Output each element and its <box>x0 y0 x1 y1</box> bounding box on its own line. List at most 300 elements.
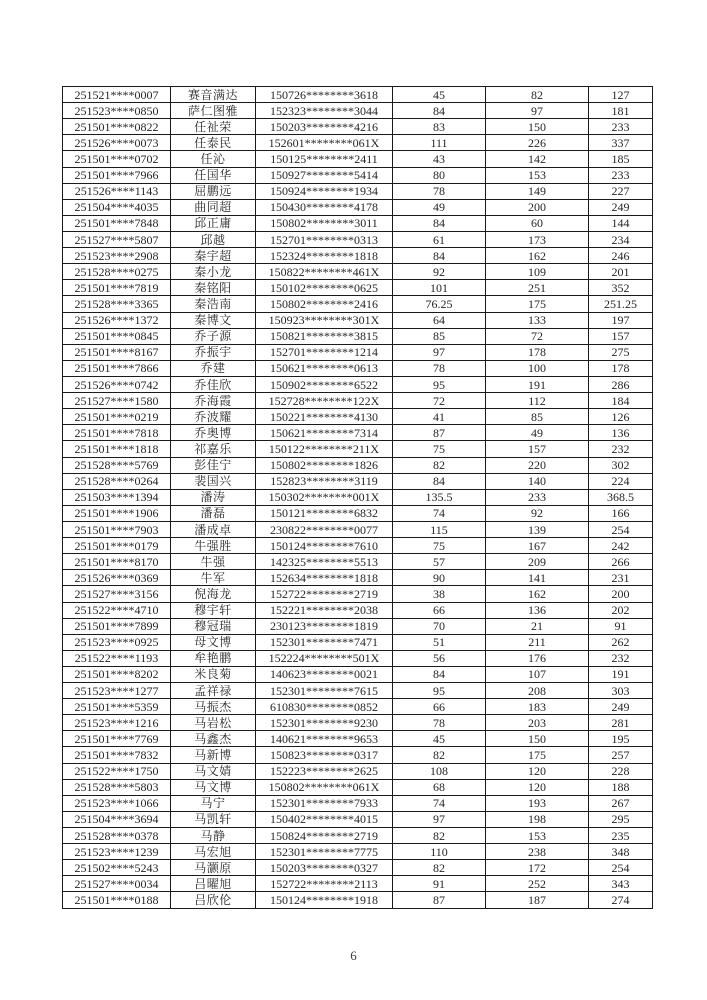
score2-cell: 176 <box>486 650 589 666</box>
score2-cell: 211 <box>486 634 589 650</box>
id-number-cell: 152301********7615 <box>256 683 393 699</box>
score1-cell: 78 <box>393 360 486 376</box>
score1-cell: 82 <box>393 747 486 763</box>
candidate-name-cell: 邱正庸 <box>171 215 256 231</box>
score1-cell: 78 <box>393 715 486 731</box>
score2-cell: 150 <box>486 119 589 135</box>
exam-number-cell: 251528****0275 <box>63 264 171 280</box>
table-row <box>63 779 653 795</box>
score2-cell: 173 <box>486 231 589 247</box>
table-row <box>63 650 653 666</box>
score2-cell: 150 <box>486 731 589 747</box>
candidate-name-cell: 萨仁图雅 <box>171 103 256 119</box>
total-score-cell: 184 <box>589 393 653 409</box>
score1-cell: 95 <box>393 376 486 392</box>
score1-cell: 68 <box>393 779 486 795</box>
candidate-name-cell: 裴国兴 <box>171 473 256 489</box>
id-number-cell: 140621********9653 <box>256 731 393 747</box>
candidate-name-cell: 吕曜旭 <box>171 876 256 892</box>
table-row <box>63 409 653 425</box>
score2-cell: 112 <box>486 393 589 409</box>
exam-number-cell: 251501****7848 <box>63 215 171 231</box>
score1-cell: 85 <box>393 328 486 344</box>
score2-cell: 142 <box>486 151 589 167</box>
total-score-cell: 157 <box>589 328 653 344</box>
exam-number-cell: 251526****1372 <box>63 312 171 328</box>
score1-cell: 111 <box>393 135 486 151</box>
candidate-name-cell: 秦小龙 <box>171 264 256 280</box>
table-row <box>63 457 653 473</box>
exam-number-cell: 251523****1216 <box>63 715 171 731</box>
table-row <box>63 602 653 618</box>
id-number-cell: 150121********6832 <box>256 505 393 521</box>
total-score-cell: 286 <box>589 376 653 392</box>
score1-cell: 64 <box>393 312 486 328</box>
score2-cell: 252 <box>486 876 589 892</box>
id-number-cell: 152224********501X <box>256 650 393 666</box>
score1-cell: 66 <box>393 602 486 618</box>
exam-number-cell: 251527****5807 <box>63 231 171 247</box>
score1-cell: 51 <box>393 634 486 650</box>
candidate-name-cell: 乔奥博 <box>171 425 256 441</box>
total-score-cell: 281 <box>589 715 653 731</box>
table-row <box>63 473 653 489</box>
exam-number-cell: 251527****1580 <box>63 393 171 409</box>
table-row <box>63 489 653 505</box>
exam-number-cell: 251523****2908 <box>63 248 171 264</box>
id-number-cell: 150824********2719 <box>256 828 393 844</box>
id-number-cell: 152301********7933 <box>256 795 393 811</box>
page-number: 6 <box>350 948 357 963</box>
exam-number-cell: 251501****0845 <box>63 328 171 344</box>
table-row <box>63 328 653 344</box>
score2-cell: 149 <box>486 183 589 199</box>
score2-cell: 172 <box>486 860 589 876</box>
score2-cell: 157 <box>486 441 589 457</box>
candidate-name-cell: 母文博 <box>171 634 256 650</box>
total-score-cell: 352 <box>589 280 653 296</box>
total-score-cell: 195 <box>589 731 653 747</box>
total-score-cell: 337 <box>589 135 653 151</box>
candidate-name-cell: 马振杰 <box>171 699 256 715</box>
table-row <box>63 634 653 650</box>
table-row <box>63 892 653 909</box>
candidate-name-cell: 秦浩南 <box>171 296 256 312</box>
score1-cell: 74 <box>393 505 486 521</box>
table-row <box>63 231 653 247</box>
score2-cell: 153 <box>486 828 589 844</box>
score1-cell: 80 <box>393 167 486 183</box>
table-row <box>63 312 653 328</box>
table-row <box>63 280 653 296</box>
score1-cell: 75 <box>393 441 486 457</box>
score1-cell: 97 <box>393 344 486 360</box>
id-number-cell: 150125********2411 <box>256 151 393 167</box>
score-table-body <box>63 87 653 909</box>
total-score-cell: 200 <box>589 586 653 602</box>
candidate-name-cell: 马岩松 <box>171 715 256 731</box>
table-row <box>63 828 653 844</box>
candidate-name-cell: 彭佳宁 <box>171 457 256 473</box>
id-number-cell: 152634********1818 <box>256 570 393 586</box>
table-row <box>63 699 653 715</box>
table-row <box>63 876 653 892</box>
id-number-cell: 150902********6522 <box>256 376 393 392</box>
table-row <box>63 554 653 570</box>
candidate-name-cell: 秦宇超 <box>171 248 256 264</box>
score2-cell: 49 <box>486 425 589 441</box>
total-score-cell: 202 <box>589 602 653 618</box>
table-row <box>63 683 653 699</box>
id-number-cell: 150203********0327 <box>256 860 393 876</box>
exam-number-cell: 251501****0179 <box>63 538 171 554</box>
score2-cell: 100 <box>486 360 589 376</box>
id-number-cell: 140623********0021 <box>256 666 393 682</box>
exam-number-cell: 251526****1143 <box>63 183 171 199</box>
total-score-cell: 166 <box>589 505 653 521</box>
score1-cell: 82 <box>393 860 486 876</box>
score2-cell: 141 <box>486 570 589 586</box>
total-score-cell: 232 <box>589 650 653 666</box>
total-score-cell: 144 <box>589 215 653 231</box>
total-score-cell: 242 <box>589 538 653 554</box>
candidate-name-cell: 屈鹏远 <box>171 183 256 199</box>
table-row <box>63 360 653 376</box>
id-number-cell: 152301********7471 <box>256 634 393 650</box>
total-score-cell: 295 <box>589 811 653 827</box>
score1-cell: 87 <box>393 425 486 441</box>
score2-cell: 238 <box>486 844 589 860</box>
score1-cell: 90 <box>393 570 486 586</box>
score2-cell: 178 <box>486 344 589 360</box>
exam-number-cell: 251526****0742 <box>63 376 171 392</box>
exam-number-cell: 251523****1277 <box>63 683 171 699</box>
score1-cell: 43 <box>393 151 486 167</box>
score1-cell: 76.25 <box>393 296 486 312</box>
candidate-name-cell: 马宏旭 <box>171 844 256 860</box>
total-score-cell: 136 <box>589 425 653 441</box>
candidate-name-cell: 牛强 <box>171 554 256 570</box>
score1-cell: 92 <box>393 264 486 280</box>
candidate-name-cell: 赛音满达 <box>171 87 256 103</box>
id-number-cell: 152701********0313 <box>256 231 393 247</box>
total-score-cell: 266 <box>589 554 653 570</box>
candidate-name-cell: 米良菊 <box>171 666 256 682</box>
id-number-cell: 150203********4216 <box>256 119 393 135</box>
table-row <box>63 119 653 135</box>
id-number-cell: 150621********0613 <box>256 360 393 376</box>
score2-cell: 82 <box>486 87 589 103</box>
id-number-cell: 150821********3815 <box>256 328 393 344</box>
score2-cell: 109 <box>486 264 589 280</box>
table-row <box>63 811 653 827</box>
exam-number-cell: 251527****0034 <box>63 876 171 892</box>
score2-cell: 162 <box>486 586 589 602</box>
candidate-name-cell: 潘磊 <box>171 505 256 521</box>
table-row <box>63 376 653 392</box>
table-row <box>63 715 653 731</box>
score2-cell: 198 <box>486 811 589 827</box>
total-score-cell: 246 <box>589 248 653 264</box>
table-row <box>63 844 653 860</box>
score2-cell: 136 <box>486 602 589 618</box>
candidate-name-cell: 牛军 <box>171 570 256 586</box>
exam-number-cell: 251501****0219 <box>63 409 171 425</box>
score1-cell: 101 <box>393 280 486 296</box>
exam-number-cell: 251522****4710 <box>63 602 171 618</box>
candidate-name-cell: 穆宇轩 <box>171 602 256 618</box>
score2-cell: 193 <box>486 795 589 811</box>
exam-number-cell: 251501****7966 <box>63 167 171 183</box>
score1-cell: 82 <box>393 828 486 844</box>
exam-number-cell: 251526****0369 <box>63 570 171 586</box>
exam-number-cell: 251523****1066 <box>63 795 171 811</box>
candidate-name-cell: 牛强胜 <box>171 538 256 554</box>
score2-cell: 85 <box>486 409 589 425</box>
score2-cell: 72 <box>486 328 589 344</box>
candidate-name-cell: 乔海霞 <box>171 393 256 409</box>
score2-cell: 97 <box>486 103 589 119</box>
total-score-cell: 232 <box>589 441 653 457</box>
id-number-cell: 150823********0317 <box>256 747 393 763</box>
score2-cell: 233 <box>486 489 589 505</box>
total-score-cell: 303 <box>589 683 653 699</box>
id-number-cell: 152324********1818 <box>256 248 393 264</box>
candidate-name-cell: 马文博 <box>171 779 256 795</box>
exam-number-cell: 251528****5769 <box>63 457 171 473</box>
id-number-cell: 150802********3011 <box>256 215 393 231</box>
exam-number-cell: 251501****7819 <box>63 280 171 296</box>
candidate-name-cell: 曲同超 <box>171 199 256 215</box>
total-score-cell: 262 <box>589 634 653 650</box>
exam-number-cell: 251523****0925 <box>63 634 171 650</box>
score1-cell: 72 <box>393 393 486 409</box>
candidate-name-cell: 孟祥禄 <box>171 683 256 699</box>
score2-cell: 120 <box>486 779 589 795</box>
table-row <box>63 87 653 103</box>
score2-cell: 226 <box>486 135 589 151</box>
exam-number-cell: 251501****8170 <box>63 554 171 570</box>
score2-cell: 220 <box>486 457 589 473</box>
score1-cell: 56 <box>393 650 486 666</box>
total-score-cell: 368.5 <box>589 489 653 505</box>
total-score-cell: 181 <box>589 103 653 119</box>
score2-cell: 183 <box>486 699 589 715</box>
exam-number-cell: 251523****0850 <box>63 103 171 119</box>
total-score-cell: 191 <box>589 666 653 682</box>
table-row <box>63 763 653 779</box>
candidate-name-cell: 马灏原 <box>171 860 256 876</box>
table-row <box>63 296 653 312</box>
exam-number-cell: 251501****7769 <box>63 731 171 747</box>
total-score-cell: 267 <box>589 795 653 811</box>
table-row <box>63 183 653 199</box>
total-score-cell: 343 <box>589 876 653 892</box>
table-row <box>63 795 653 811</box>
table-row <box>63 135 653 151</box>
candidate-name-cell: 牟艳鹏 <box>171 650 256 666</box>
id-number-cell: 152221********2038 <box>256 602 393 618</box>
total-score-cell: 197 <box>589 312 653 328</box>
score2-cell: 92 <box>486 505 589 521</box>
id-number-cell: 150802********2416 <box>256 296 393 312</box>
score-table <box>62 86 653 909</box>
score1-cell: 135.5 <box>393 489 486 505</box>
exam-number-cell: 251501****7818 <box>63 425 171 441</box>
candidate-name-cell: 祁嘉乐 <box>171 441 256 457</box>
id-number-cell: 152728********122X <box>256 393 393 409</box>
table-row <box>63 393 653 409</box>
total-score-cell: 254 <box>589 860 653 876</box>
id-number-cell: 150221********4130 <box>256 409 393 425</box>
table-row <box>63 731 653 747</box>
table-row <box>63 666 653 682</box>
candidate-name-cell: 乔子源 <box>171 328 256 344</box>
id-number-cell: 152722********2113 <box>256 876 393 892</box>
score2-cell: 167 <box>486 538 589 554</box>
score2-cell: 209 <box>486 554 589 570</box>
table-row <box>63 167 653 183</box>
exam-number-cell: 251501****7899 <box>63 618 171 634</box>
total-score-cell: 302 <box>589 457 653 473</box>
candidate-name-cell: 乔佳欣 <box>171 376 256 392</box>
score2-cell: 60 <box>486 215 589 231</box>
id-number-cell: 150124********1918 <box>256 892 393 909</box>
score1-cell: 84 <box>393 103 486 119</box>
exam-number-cell: 251501****0188 <box>63 892 171 909</box>
candidate-name-cell: 乔波耀 <box>171 409 256 425</box>
table-row <box>63 151 653 167</box>
score2-cell: 133 <box>486 312 589 328</box>
exam-number-cell: 251501****7903 <box>63 521 171 537</box>
exam-number-cell: 251501****0702 <box>63 151 171 167</box>
id-number-cell: 150802********1826 <box>256 457 393 473</box>
id-number-cell: 152823********3119 <box>256 473 393 489</box>
score1-cell: 66 <box>393 699 486 715</box>
total-score-cell: 251.25 <box>589 296 653 312</box>
exam-number-cell: 251528****0264 <box>63 473 171 489</box>
score2-cell: 21 <box>486 618 589 634</box>
exam-number-cell: 251522****1750 <box>63 763 171 779</box>
candidate-name-cell: 任沁 <box>171 151 256 167</box>
id-number-cell: 150924********1934 <box>256 183 393 199</box>
table-row <box>63 248 653 264</box>
candidate-name-cell: 潘成卓 <box>171 521 256 537</box>
exam-number-cell: 251501****7832 <box>63 747 171 763</box>
score2-cell: 107 <box>486 666 589 682</box>
score1-cell: 82 <box>393 457 486 473</box>
total-score-cell: 257 <box>589 747 653 763</box>
candidate-name-cell: 马鑫杰 <box>171 731 256 747</box>
total-score-cell: 224 <box>589 473 653 489</box>
candidate-name-cell: 吕欣伦 <box>171 892 256 909</box>
table-row <box>63 586 653 602</box>
id-number-cell: 152223********2625 <box>256 763 393 779</box>
id-number-cell: 150124********7610 <box>256 538 393 554</box>
score1-cell: 83 <box>393 119 486 135</box>
total-score-cell: 185 <box>589 151 653 167</box>
total-score-cell: 274 <box>589 892 653 909</box>
table-row <box>63 521 653 537</box>
table-row <box>63 425 653 441</box>
table-row <box>63 344 653 360</box>
score2-cell: 187 <box>486 892 589 909</box>
total-score-cell: 234 <box>589 231 653 247</box>
id-number-cell: 150802********061X <box>256 779 393 795</box>
score2-cell: 162 <box>486 248 589 264</box>
id-number-cell: 150302********001X <box>256 489 393 505</box>
score1-cell: 95 <box>393 683 486 699</box>
exam-number-cell: 251528****0378 <box>63 828 171 844</box>
exam-number-cell: 251501****7866 <box>63 360 171 376</box>
exam-number-cell: 251522****1193 <box>63 650 171 666</box>
exam-number-cell: 251501****8167 <box>63 344 171 360</box>
total-score-cell: 228 <box>589 763 653 779</box>
score1-cell: 115 <box>393 521 486 537</box>
total-score-cell: 127 <box>589 87 653 103</box>
id-number-cell: 142325********5513 <box>256 554 393 570</box>
total-score-cell: 235 <box>589 828 653 844</box>
total-score-cell: 227 <box>589 183 653 199</box>
exam-number-cell: 251501****5359 <box>63 699 171 715</box>
id-number-cell: 150402********4015 <box>256 811 393 827</box>
candidate-name-cell: 潘涛 <box>171 489 256 505</box>
candidate-name-cell: 马新博 <box>171 747 256 763</box>
score1-cell: 108 <box>393 763 486 779</box>
candidate-name-cell: 倪海龙 <box>171 586 256 602</box>
candidate-name-cell: 乔振宇 <box>171 344 256 360</box>
exam-number-cell: 251528****5803 <box>63 779 171 795</box>
score2-cell: 120 <box>486 763 589 779</box>
id-number-cell: 610830********0852 <box>256 699 393 715</box>
total-score-cell: 178 <box>589 360 653 376</box>
score1-cell: 57 <box>393 554 486 570</box>
score2-cell: 140 <box>486 473 589 489</box>
score1-cell: 38 <box>393 586 486 602</box>
id-number-cell: 152301********7775 <box>256 844 393 860</box>
candidate-name-cell: 秦铭阳 <box>171 280 256 296</box>
total-score-cell: 201 <box>589 264 653 280</box>
exam-number-cell: 251504****3694 <box>63 811 171 827</box>
score1-cell: 84 <box>393 666 486 682</box>
table-row <box>63 441 653 457</box>
table-row <box>63 618 653 634</box>
id-number-cell: 150122********211X <box>256 441 393 457</box>
candidate-name-cell: 任祉荣 <box>171 119 256 135</box>
table-row <box>63 538 653 554</box>
score1-cell: 110 <box>393 844 486 860</box>
exam-number-cell: 251501****1906 <box>63 505 171 521</box>
total-score-cell: 254 <box>589 521 653 537</box>
id-number-cell: 152722********2719 <box>256 586 393 602</box>
total-score-cell: 249 <box>589 699 653 715</box>
score2-cell: 191 <box>486 376 589 392</box>
score1-cell: 84 <box>393 248 486 264</box>
score2-cell: 208 <box>486 683 589 699</box>
score1-cell: 70 <box>393 618 486 634</box>
candidate-name-cell: 任泰民 <box>171 135 256 151</box>
score2-cell: 139 <box>486 521 589 537</box>
score2-cell: 153 <box>486 167 589 183</box>
id-number-cell: 230822********0077 <box>256 521 393 537</box>
id-number-cell: 152323********3044 <box>256 103 393 119</box>
id-number-cell: 150102********0625 <box>256 280 393 296</box>
score1-cell: 84 <box>393 473 486 489</box>
total-score-cell: 233 <box>589 167 653 183</box>
candidate-name-cell: 马宁 <box>171 795 256 811</box>
score1-cell: 74 <box>393 795 486 811</box>
id-number-cell: 150621********7314 <box>256 425 393 441</box>
